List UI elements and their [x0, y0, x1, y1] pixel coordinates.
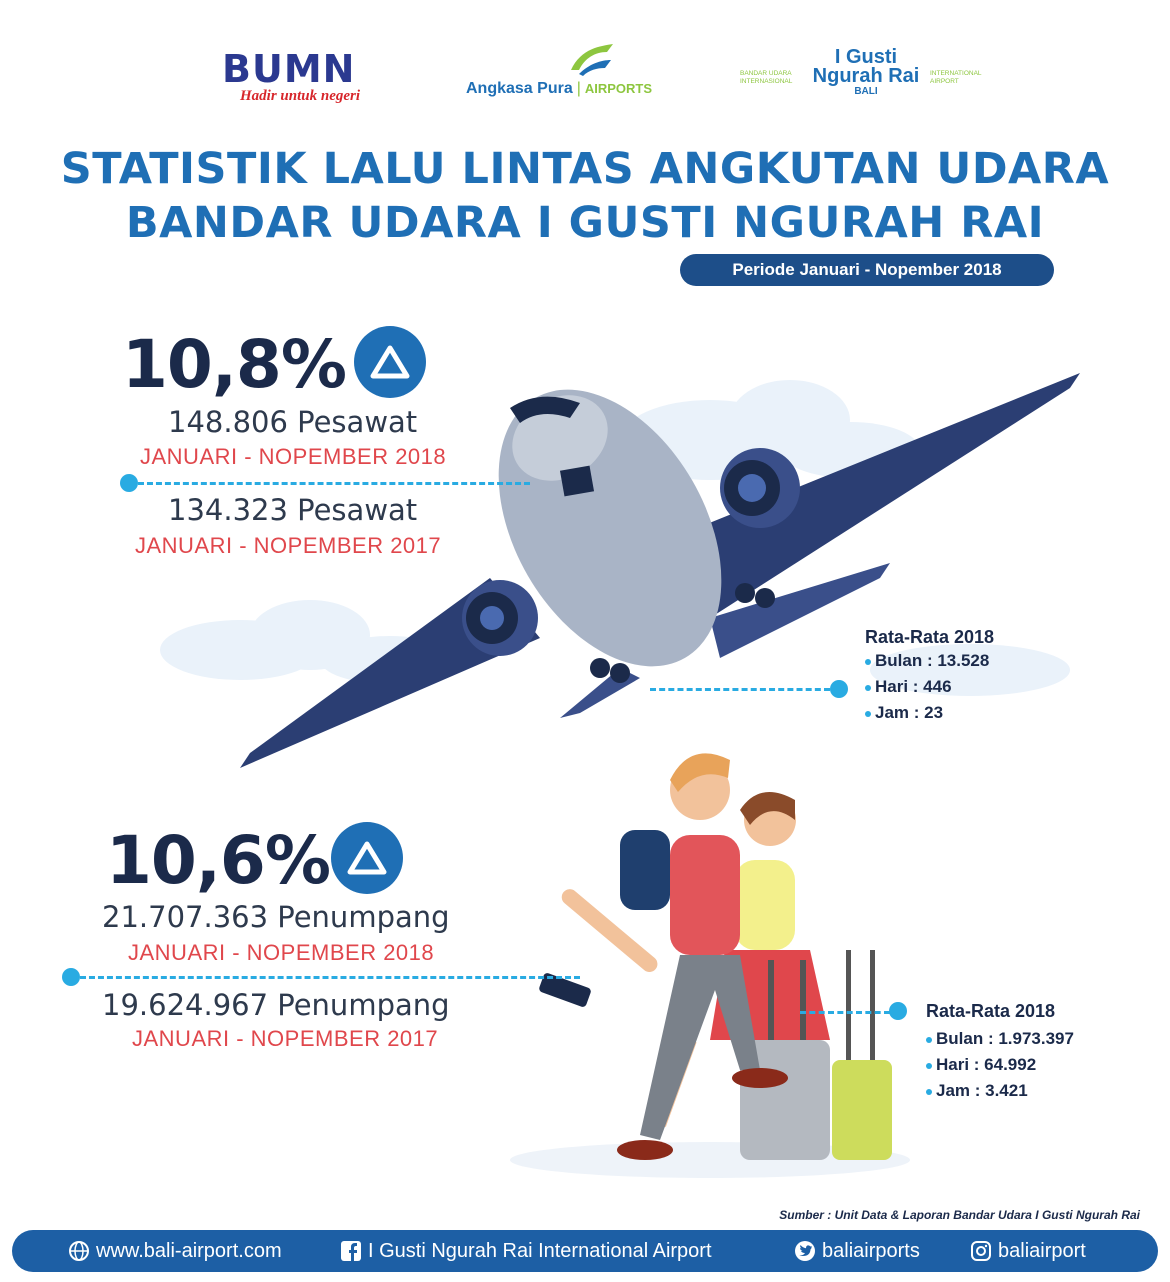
bumn-tagline: Hadir untuk negeri — [240, 88, 361, 104]
aircraft-percent: 10,8% — [122, 326, 346, 403]
footer-instagram-text: baliairport — [998, 1240, 1086, 1262]
facebook-icon — [340, 1240, 362, 1262]
passengers-average-hour: Jam : 3.421 — [926, 1078, 1074, 1104]
aircraft-previous-period: JANUARI - NOPEMBER 2017 — [135, 533, 442, 558]
footer-website-text: www.bali-airport.com — [96, 1240, 282, 1262]
twitter-icon — [794, 1240, 816, 1262]
passengers-connector-line — [80, 976, 580, 979]
footer-facebook-text: I Gusti Ngurah Rai International Airport — [368, 1240, 712, 1262]
aircraft-average-connector-line — [650, 688, 830, 691]
aircraft-average-hour: Jam : 23 — [865, 700, 994, 726]
passengers-average-connector-line — [800, 1011, 890, 1014]
aircraft-average-month: Bulan : 13.528 — [865, 648, 994, 674]
angkasa-pura-name: Angkasa Pura — [466, 80, 573, 97]
passengers-previous-period: JANUARI - NOPEMBER 2017 — [132, 1026, 439, 1051]
aircraft-average-title: Rata-Rata 2018 — [865, 627, 995, 647]
passengers-percent: 10,6% — [106, 822, 330, 899]
footer-twitter-link[interactable] — [794, 1230, 920, 1272]
passengers-up-arrow-icon — [331, 822, 403, 894]
ngurah-rai-line3: BALI — [854, 86, 878, 97]
ngurah-rai-left-text: BANDAR UDARA INTERNASIONAL — [740, 70, 793, 85]
ngurah-rai-line1: I Gusti — [834, 46, 898, 68]
bumn-logo — [222, 47, 392, 104]
ngurah-rai-line2: Ngurah Rai — [812, 65, 920, 87]
footer-facebook-link[interactable] — [340, 1230, 712, 1272]
instagram-icon — [970, 1240, 992, 1262]
footer-twitter-text: baliairports — [822, 1240, 920, 1262]
aircraft-current-count: 148.806 Pesawat — [168, 405, 418, 439]
passengers-current-count: 21.707.363 Penumpang — [102, 900, 450, 934]
passengers-connector-dot — [62, 968, 80, 986]
passengers-previous-count: 19.624.967 Penumpang — [102, 988, 450, 1022]
ngurah-rai-right-text: INTERNATIONAL AIRPORT — [930, 70, 982, 85]
aircraft-average-dot — [830, 680, 848, 698]
angkasa-pura-sub: AIRPORTS — [584, 81, 653, 96]
angkasa-pura-mark-icon — [561, 40, 621, 78]
footer-instagram-link[interactable] — [970, 1230, 1086, 1272]
footer-bar — [12, 1230, 1158, 1272]
passengers-average-day: Hari : 64.992 — [926, 1052, 1074, 1078]
footer-website-link[interactable] — [68, 1230, 282, 1272]
passengers-average-box — [926, 1000, 1074, 1104]
title-line1: STATISTIK LALU LINTAS ANGKUTAN UDARA — [60, 144, 1110, 194]
passengers-current-period: JANUARI - NOPEMBER 2018 — [128, 940, 435, 965]
aircraft-average-day: Hari : 446 — [865, 674, 994, 700]
aircraft-connector-dot — [120, 474, 138, 492]
aircraft-current-period: JANUARI - NOPEMBER 2018 — [140, 444, 447, 469]
aircraft-connector-line — [138, 482, 530, 485]
passengers-average-dot — [889, 1002, 907, 1020]
aircraft-up-arrow-icon — [354, 326, 426, 398]
globe-icon — [68, 1240, 90, 1262]
aircraft-previous-count: 134.323 Pesawat — [168, 493, 418, 527]
period-badge: Periode Januari - Nopember 2018 — [680, 254, 1054, 286]
passengers-average-title: Rata-Rata 2018 — [926, 1001, 1056, 1021]
aircraft-average-box — [865, 626, 994, 726]
source-note: Sumber : Unit Data & Laporan Bandar Udara I Gusti Ngurah Rai — [779, 1208, 1140, 1222]
title-line2: BANDAR UDARA I GUSTI NGURAH RAI — [125, 198, 1045, 248]
bumn-logo-text: BUMN — [222, 47, 356, 91]
travelers-illustration — [510, 740, 930, 1180]
passengers-average-month: Bulan : 1.973.397 — [926, 1026, 1074, 1052]
ngurah-rai-logo — [740, 48, 1000, 108]
